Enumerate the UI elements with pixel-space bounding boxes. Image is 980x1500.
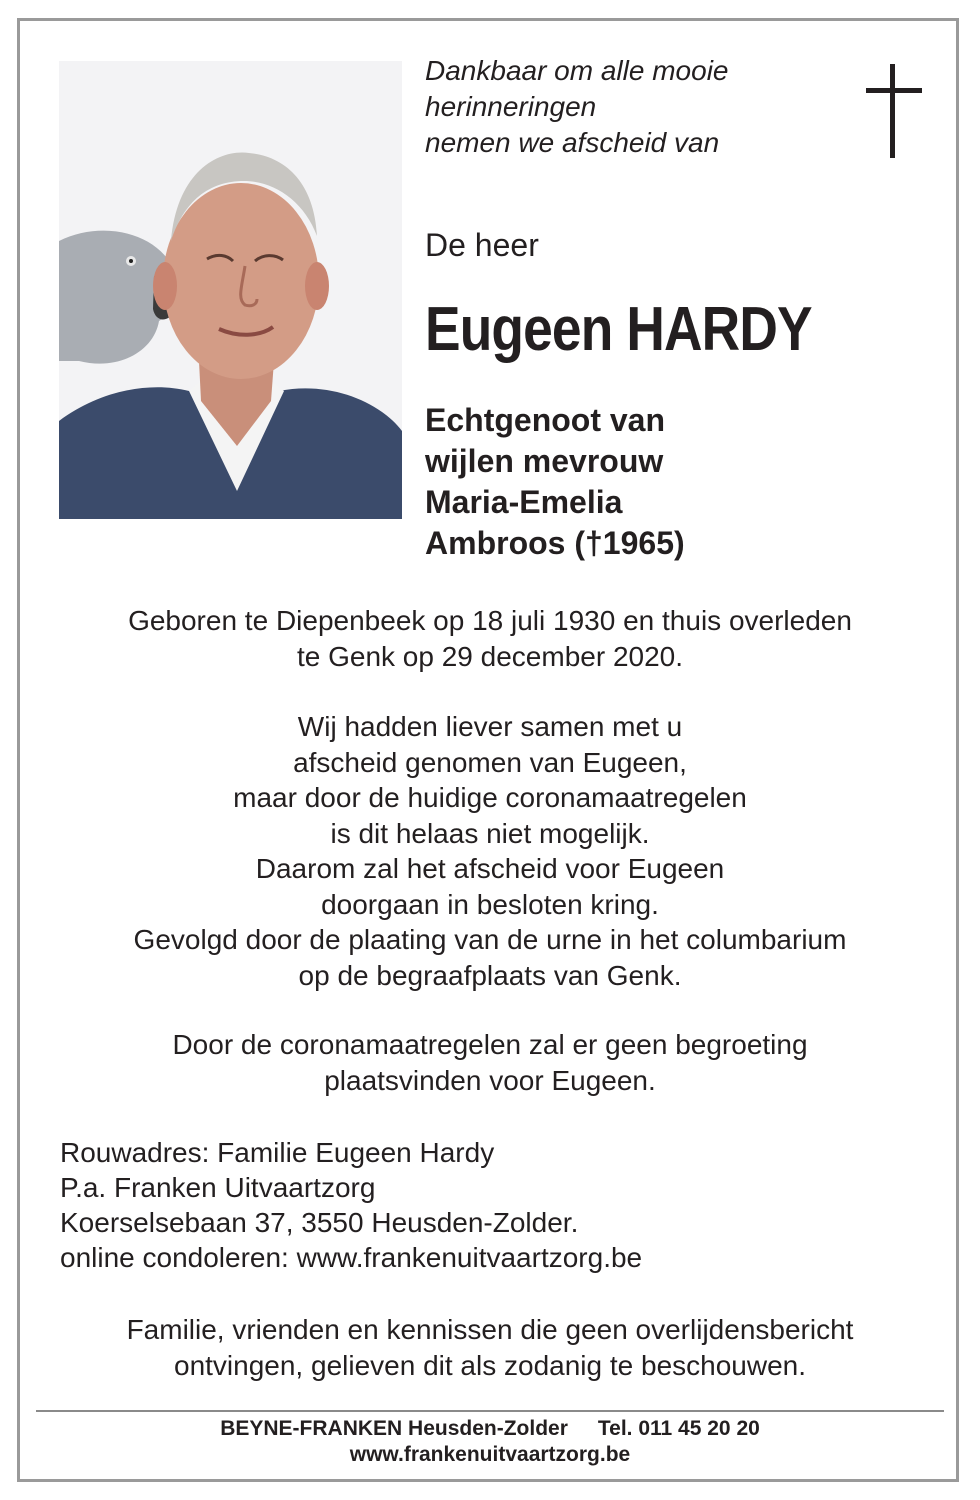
- text-line: op de begraafplaats van Genk.: [298, 959, 682, 991]
- text-line: Daarom zal het afscheid voor Eugeen: [255, 853, 725, 884]
- portrait-illustration: [59, 61, 402, 519]
- footer-divider: [36, 1410, 944, 1412]
- text-line: Geboren te Diepenbeek op 18 juli 1930 en thuis overleden: [128, 605, 852, 636]
- greeting-notice: [40, 1027, 940, 1098]
- portrait-photo: [59, 61, 402, 519]
- text-line: Gevolgd door de plaating van de urne in het columbarium: [133, 924, 847, 955]
- text-line: maar door de huidige coronamaatregelen: [233, 782, 747, 813]
- spouse-line: Echtgenoot van: [425, 402, 666, 438]
- text-line: afscheid genomen van Eugeen,: [293, 746, 687, 778]
- text-line: is dit helaas niet mogelijk.: [330, 817, 650, 849]
- mourning-address: [60, 1135, 920, 1275]
- text-line: Wij hadden liever samen met u: [297, 711, 683, 742]
- cross-icon: [866, 64, 922, 158]
- farewell-message: [40, 709, 940, 993]
- text-line: Koerselsebaan 37, 3550 Heusden-Zolder.: [60, 1207, 579, 1238]
- text-line: te Genk op 29 december 2020.: [296, 640, 684, 672]
- text-line: plaatsvinden voor Eugeen.: [324, 1064, 656, 1096]
- spouse-line: wijlen mevrouw: [425, 443, 664, 479]
- intro-line: herinneringen: [425, 91, 597, 122]
- intro-text: [425, 53, 845, 161]
- text-line: Familie, vrienden en kennissen die geen overlijdensbericht: [126, 1314, 854, 1345]
- closing-notice: [40, 1312, 940, 1383]
- text-line: Rouwadres: Familie Eugeen Hardy: [60, 1137, 495, 1168]
- intro-line: Dankbaar om alle mooie: [425, 55, 729, 86]
- text-line: Door de coronamaatregelen zal er geen begroeting: [172, 1029, 808, 1060]
- deceased-name: Eugeen HARDY: [425, 295, 812, 364]
- spouse-line: Ambroos (†1965): [425, 525, 685, 561]
- funeral-home-website: www.frankenuitvaartzorg.be: [349, 1443, 631, 1466]
- text-line: online condoleren: www.frankenuitvaartzorg.be: [60, 1242, 643, 1273]
- funeral-home-name: BEYNE-FRANKEN Heusden-Zolder: [220, 1417, 568, 1440]
- text-line: doorgaan in besloten kring.: [321, 888, 659, 920]
- funeral-home-footer: [40, 1416, 940, 1468]
- honorific: De heer: [425, 227, 539, 263]
- birth-death-text: [40, 603, 940, 674]
- funeral-home-phone: Tel. 011 45 20 20: [597, 1417, 760, 1440]
- text-line: ontvingen, gelieven dit als zodanig te beschouwen.: [174, 1349, 806, 1381]
- intro-line: nemen we afscheid van: [425, 127, 720, 158]
- spouse-info: [425, 400, 845, 564]
- text-line: P.a. Franken Uitvaartzorg: [60, 1172, 376, 1203]
- spouse-line: Maria-Emelia: [425, 484, 623, 520]
